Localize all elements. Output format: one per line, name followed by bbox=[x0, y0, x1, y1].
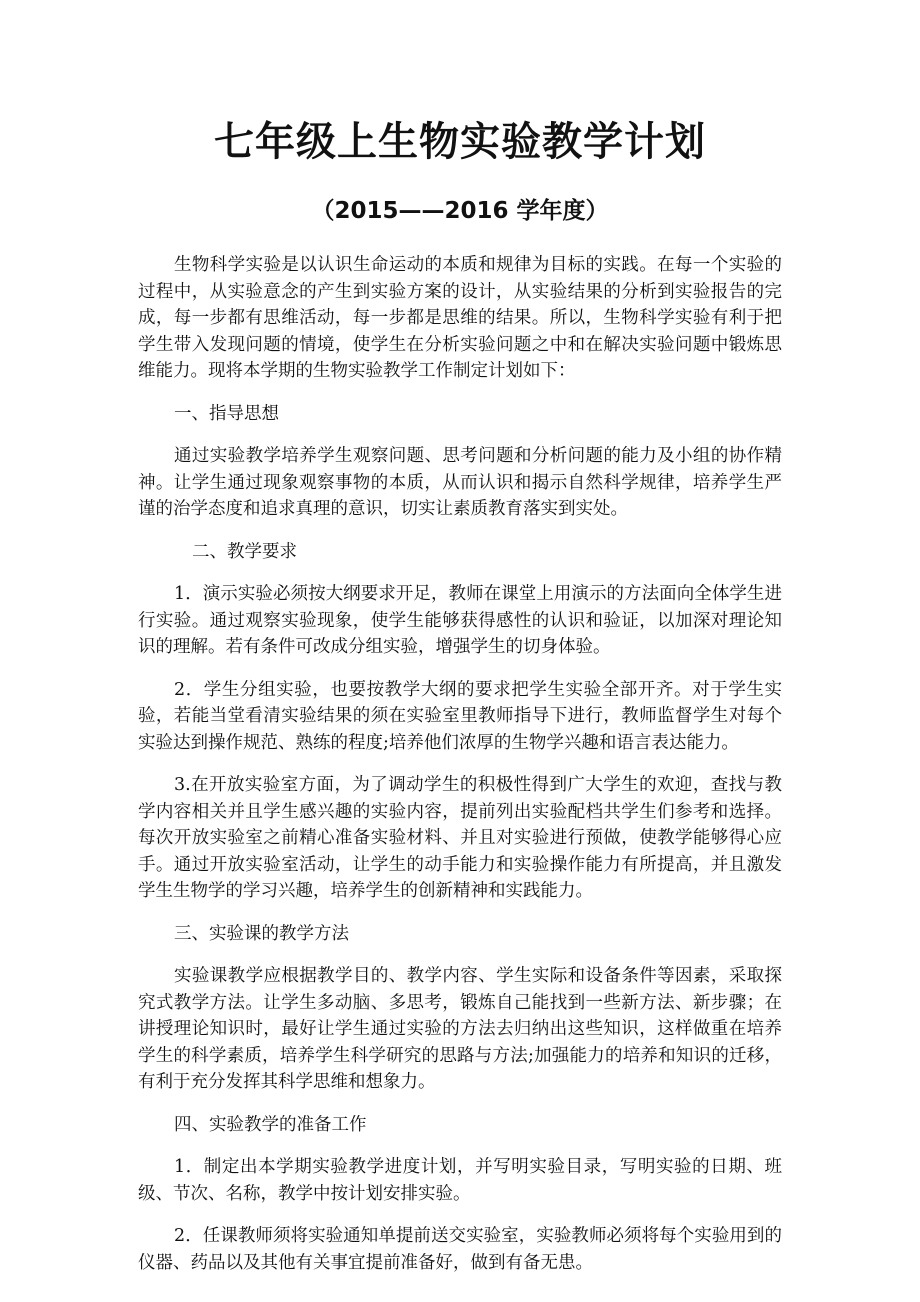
preparation-work-item-2: 2．任课教师须将实验通知单提前送交实验室，实验教师必须将每个实验用到的仪器、药品以及其他有关事宜提前准备好，做到有备无患。 bbox=[138, 1226, 782, 1273]
section-heading-teaching-requirements: 二、教学要求 bbox=[192, 541, 297, 562]
document-subtitle: （2015——2016 学年度） bbox=[311, 198, 609, 224]
teaching-requirements-item-1: 1．演示实验必须按大纲要求开足，教师在课堂上用演示的方法面向全体学生进行实验。通过观察实验现象，使学生能够获得感性的认识和验证，以加深对理论知识的理解。若有条件可改成分组实验，增强学生的切身体验。 bbox=[138, 584, 782, 657]
preparation-work-item-1: 1．制定出本学期实验教学进度计划，并写明实验目录，写明实验的日期、班级、节次、名称，教学中按计划安排实验。 bbox=[138, 1157, 782, 1204]
section-heading-teaching-methods: 三、实验课的教学方法 bbox=[174, 923, 349, 944]
section-heading-preparation-work: 四、实验教学的准备工作 bbox=[174, 1114, 367, 1135]
intro-paragraph: 生物科学实验是以认识生命运动的本质和规律为目标的实践。在每一个实验的过程中，从实验意念的产生到实验方案的设计，从实验结果的分析到实验报告的完成，每一步都有思维活动，每一步都是思维的结果。所以，生物科学实验有利于把学生带入发现问题的情境，使学生在分析实验问题之中和在解决实验问题中锻炼思维能力。现将本学期的生物实验教学工作制定计划如下： bbox=[138, 255, 782, 381]
document-body bbox=[138, 252, 782, 1292]
section-heading-guiding-ideology: 一、指导思想 bbox=[174, 403, 279, 424]
teaching-requirements-item-2: 2．学生分组实验，也要按教学大纲的要求把学生实验全部开齐。对于学生实验，若能当堂看清实验结果的须在实验室里教师指导下进行，教师监督学生对每个实验达到操作规范、熟练的程度;培养他们浓厚的生物学兴趣和语言表达能力。 bbox=[138, 679, 782, 753]
teaching-requirements-item-3: 3.在开放实验室方面，为了调动学生的积极性得到广大学生的欢迎，查找与教学内容相关并且学生感兴趣的实验内容，提前列出实验配档共学生们参考和选择。每次开放实验室之前精心准备实验材料、并且对实验进行预做，使教学能够得心应手。通过开放实验室活动，让学生的动手能力和实验操作能力有所提高，并且激发学生生物学的学习兴趣，培养学生的创新精神和实践能力。 bbox=[138, 775, 782, 901]
teaching-methods-paragraph: 实验课教学应根据教学目的、教学内容、学生实际和设备条件等因素，采取探究式教学方法。让学生多动脑、多思考，锻炼自己能找到一些新方法、新步骤；在讲授理论知识时，最好让学生通过实验的方法去归纳出这些知识，这样做重在培养学生的科学素质，培养学生科学研究的思路与方法;加强能力的培养和知识的迁移，有利于充分发挥其科学思维和想象力。 bbox=[138, 966, 782, 1092]
guiding-ideology-paragraph: 通过实验教学培养学生观察问题、思考问题和分析问题的能力及小组的协作精神。让学生通过现象观察事物的本质，从而认识和揭示自然科学规律，培养学生严谨的治学态度和追求真理的意识，切实让素质教育落实到实处。 bbox=[138, 446, 782, 519]
document-title: 七年级上生物实验教学计划 bbox=[214, 119, 706, 165]
